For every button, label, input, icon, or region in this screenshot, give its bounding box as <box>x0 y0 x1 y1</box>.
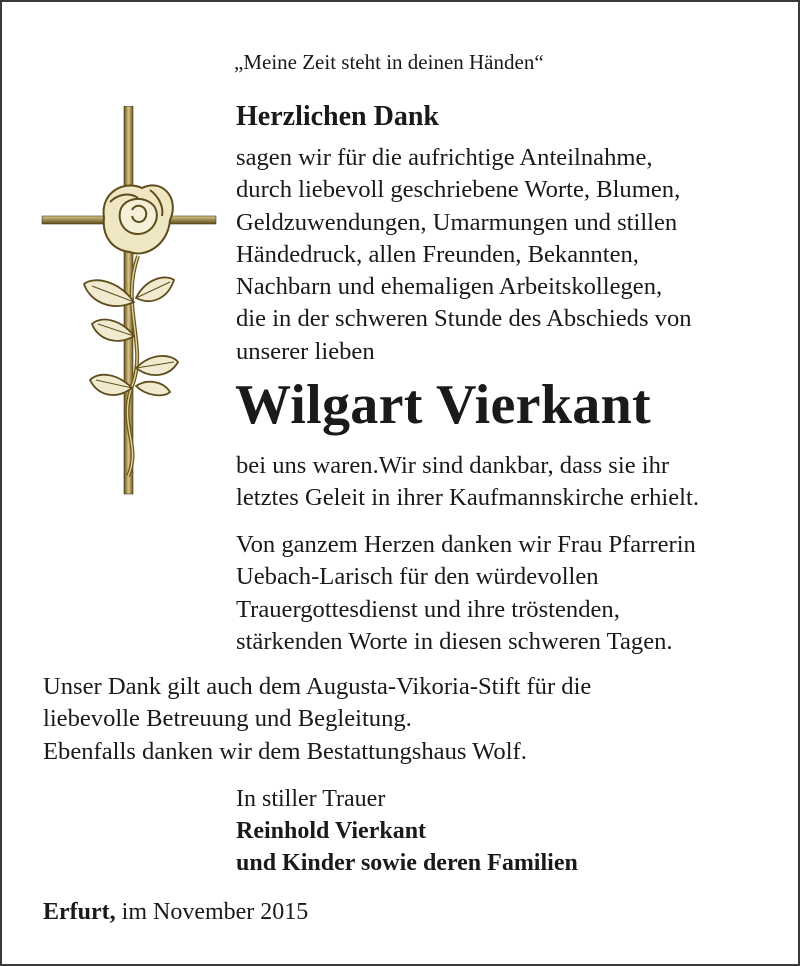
text-line: Von ganzem Herzen danken wir Frau Pfarrerin <box>236 531 696 558</box>
signature-name: Reinhold Vierkant <box>236 818 427 844</box>
place-date <box>43 896 308 928</box>
text-line: Geldzuwendungen, Umarmungen und stillen <box>236 208 678 236</box>
text-line: Uebach-Larisch für den würdevollen <box>236 563 599 591</box>
text-line: liebevolle Betreuung und Begleitung. <box>43 705 412 733</box>
text-line: sagen wir für die aufrichtige Anteilnahme, <box>236 144 653 171</box>
pastor-paragraph <box>236 529 696 658</box>
text-line: Unser Dank gilt auch dem Augusta-Vikoria-Stift für die <box>43 673 592 700</box>
deceased-name: Wilgart Vierkant <box>235 374 651 436</box>
funeral-paragraph <box>236 450 699 515</box>
signature-block <box>236 783 578 879</box>
text-line: Nachbarn und ehemaligen Arbeitskollegen, <box>236 273 663 301</box>
cross-with-rose-icon <box>40 106 220 496</box>
date: im November 2015 <box>121 899 309 925</box>
intro-paragraph <box>236 142 692 368</box>
care-paragraph <box>43 671 591 768</box>
signature-intro: In stiller Trauer <box>236 786 386 812</box>
text-line: Trauergottesdienst und ihre tröstenden, <box>236 595 620 623</box>
text-line: letztes Geleit in ihrer Kaufmannskirche erhielt. <box>236 484 699 512</box>
text-line: durch liebevoll geschriebene Worte, Blumen, <box>236 176 681 204</box>
text-line: Händedruck, allen Freunden, Bekannten, <box>236 240 639 268</box>
text-line: stärkenden Worte in diesen schweren Tagen. <box>236 627 673 655</box>
text-line: unserer lieben <box>236 337 375 365</box>
text-line: die in der schweren Stunde des Abschieds von <box>236 305 692 333</box>
motto: „Meine Zeit steht in deinen Händen“ <box>234 50 544 74</box>
signature-family: und Kinder sowie deren Familien <box>236 850 578 876</box>
text-line: bei uns waren.Wir sind dankbar, dass sie ihr <box>236 452 670 479</box>
heading: Herzlichen Dank <box>236 101 439 132</box>
place: Erfurt, <box>43 899 116 925</box>
text-line: Ebenfalls danken wir dem Bestattungshaus Wolf. <box>43 737 527 765</box>
